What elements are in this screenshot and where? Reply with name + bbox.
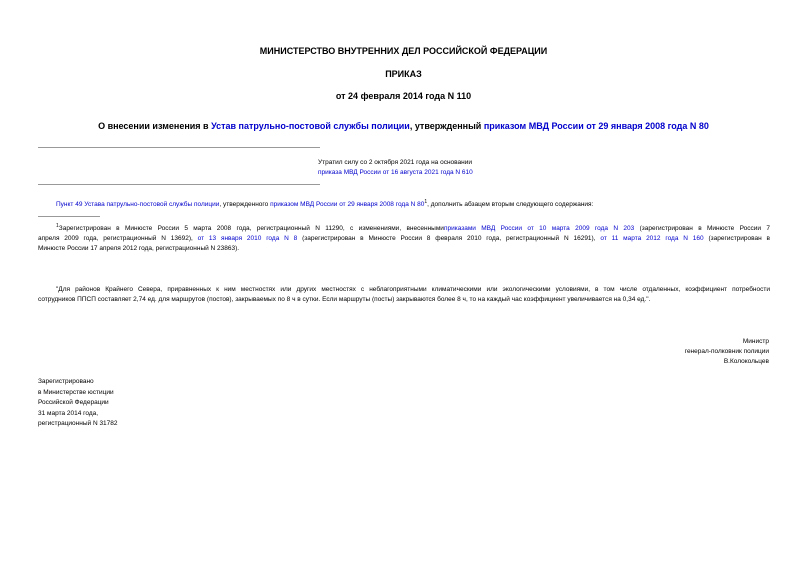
- status-note: [318, 158, 473, 178]
- status-line: Утратил силу со 2 октября 2021 года на основании: [318, 159, 473, 166]
- quote-line1: "Для районов Крайнего Севера, приравненных к ним местностях или других местностях с неблагоприятными климатическими или экологическими условиями, в том числе отдаленных, коэффициент потребности: [56, 286, 770, 293]
- signature-rank: генерал-полковник полиции: [684, 348, 769, 355]
- footnote-marker: 1: [56, 223, 59, 229]
- registration-block: [38, 377, 118, 430]
- divider-top: [38, 147, 320, 148]
- point-text2: , дополнить абзацем вторым следующего содержания:: [427, 201, 594, 209]
- footnote-text4: (зарегистрирован в Минюсте России 8 февраля 2010 года, регистрационный N 16291),: [297, 235, 601, 243]
- registration-line1: Зарегистрировано: [38, 378, 94, 385]
- title-middle: , утвержденный: [409, 121, 484, 131]
- footnote-text5: (зарегистрирован в: [703, 235, 771, 243]
- document-title: [0, 121, 807, 131]
- registration-line5: регистрационный N 31782: [38, 420, 118, 427]
- point-text1: , утвержденного: [219, 201, 271, 209]
- quote-line2: сотрудников ППСП составляет 2,74 ед. для маршрутов (постов), закрываемых по 8 ч в сутки. Если маршруты (посты) закрываются более 8 ч, то на каждый час коэффициент увеличивается на 0,34 ед.".: [38, 296, 651, 303]
- quote-paragraph: [38, 285, 770, 305]
- point-link-charter[interactable]: Пункт 49 Устава патрульно-постовой службы полиции: [56, 201, 220, 209]
- registration-line4: 31 марта 2014 года,: [38, 409, 99, 417]
- footnote: [38, 221, 770, 254]
- status-link[interactable]: приказа МВД России от 16 августа 2021 года N 610: [318, 169, 473, 176]
- signature-block: [469, 337, 769, 367]
- registration-line3: Российской Федерации: [38, 399, 109, 406]
- footnote-text6: Минюсте России 17 апреля 2012 года, регистрационный N 23863).: [38, 245, 240, 253]
- footnote-link3[interactable]: от 11 марта 2012 года N 160: [600, 235, 704, 243]
- point-paragraph: [56, 197, 776, 210]
- signature-title: Министр: [742, 338, 769, 345]
- footnote-link2[interactable]: от 13 января 2010 года N 8: [197, 235, 298, 243]
- point-footnote-ref: 1: [424, 199, 428, 205]
- title-link-charter[interactable]: Устав патрульно-постовой службы полиции: [211, 121, 410, 131]
- document-type: ПРИКАЗ: [385, 69, 422, 79]
- footnote-link1[interactable]: приказами МВД России от 10 марта 2009 года N 203: [443, 225, 635, 233]
- footnote-divider: [38, 216, 100, 217]
- point-link-order[interactable]: приказом МВД России от 29 января 2008 года N 80: [270, 201, 425, 209]
- ministry-heading: МИНИСТЕРСТВО ВНУТРЕННИХ ДЕЛ РОССИЙСКОЙ ФЕДЕРАЦИИ: [259, 46, 548, 56]
- registration-line2: в Министерстве юстиции: [38, 388, 114, 396]
- document-date-number: от 24 февраля 2014 года N 110: [335, 91, 472, 101]
- signature-name: В.Колокольцев: [723, 358, 769, 365]
- footnote-text2: (зарегистрирован в Минюсте России 7: [634, 225, 770, 233]
- title-link-order[interactable]: приказом МВД России от 29 января 2008 года N 80: [483, 121, 709, 131]
- footnote-text1: Зарегистрирован в Минюсте России 5 марта 2008 года, регистрационный N 11290, с изменениями, внесенными: [58, 225, 444, 233]
- divider-bottom: [38, 184, 320, 185]
- title-prefix: О внесении изменения в: [98, 121, 212, 131]
- footnote-text3: апреля 2009 года, регистрационный N 13692),: [38, 235, 198, 243]
